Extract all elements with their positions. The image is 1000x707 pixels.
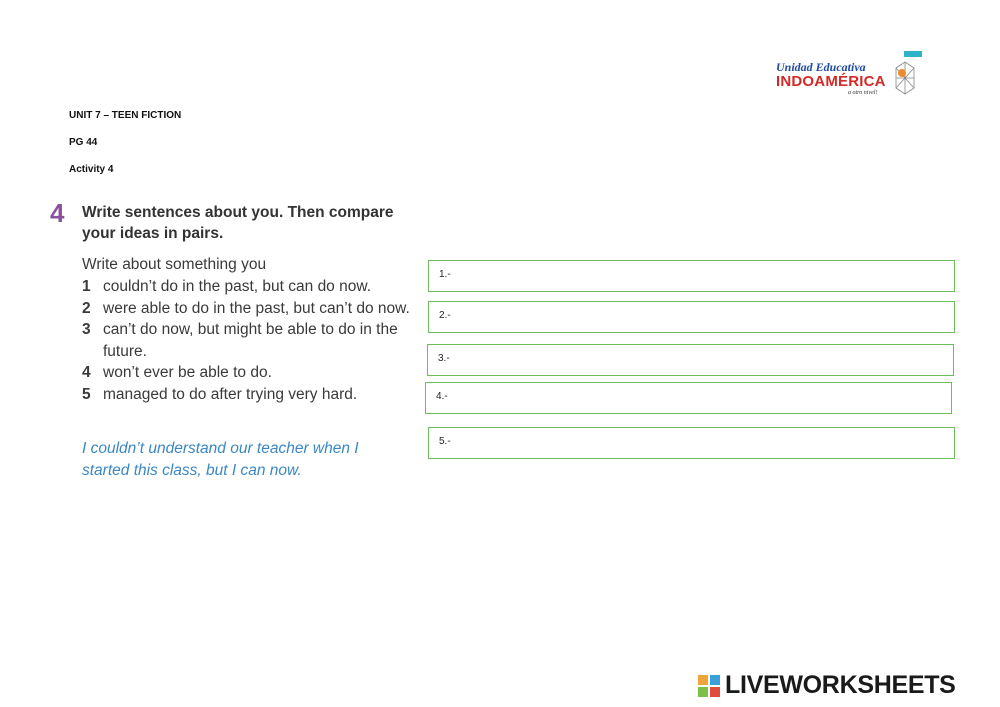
list-item [82, 276, 422, 298]
logo-line1: Unidad Educativa [776, 60, 866, 74]
item-text: won’t ever be able to do. [103, 364, 272, 381]
list-item [82, 384, 422, 406]
answer-field-2[interactable] [428, 301, 955, 333]
answer-label: 4.- [436, 391, 448, 402]
exercise-number: 4 [50, 198, 65, 228]
item-number: 2 [82, 299, 91, 317]
list-item [82, 319, 422, 362]
school-logo [770, 50, 930, 100]
page-number: PG 44 [69, 137, 98, 148]
exercise-items [82, 276, 422, 405]
activity-label: Activity 4 [69, 164, 114, 175]
logo-accent-bar [904, 51, 922, 57]
list-item [82, 362, 422, 384]
answer-field-5[interactable] [428, 427, 955, 459]
unit-title: UNIT 7 – TEEN FICTION [69, 110, 182, 121]
item-text: were able to do in the past, but can’t do now. [103, 299, 410, 317]
item-number: 4 [82, 364, 91, 381]
item-text: can’t do now, but might be able to do in the future. [103, 321, 398, 360]
answer-field-1[interactable] [428, 260, 955, 292]
logo-line2: INDOAMÉRICA [776, 73, 886, 90]
example-answer: I couldn’t understand our teacher when I started this class, but I can now. [82, 440, 359, 479]
liveworksheets-brand: LIVEWORKSHEETS [725, 671, 956, 699]
item-number: 5 [82, 385, 91, 403]
exercise-instruction: Write sentences about you. Then compare your ideas in pairs. [82, 204, 394, 242]
answer-field-4[interactable] [425, 382, 952, 414]
answer-label: 3.- [438, 353, 450, 364]
answer-label: 5.- [439, 436, 451, 447]
logo-emblem-icon [894, 60, 916, 96]
exercise-intro: Write about something you [82, 256, 267, 273]
list-item [82, 298, 422, 320]
item-text: couldn’t do in the past, but can do now. [103, 278, 371, 295]
item-text: managed to do after trying very hard. [103, 385, 358, 403]
answer-label: 2.- [439, 310, 451, 321]
liveworksheets-tiles-icon [698, 675, 720, 697]
answer-field-3[interactable] [427, 344, 954, 376]
item-number: 3 [82, 321, 91, 338]
logo-tagline: a otro nivel! [848, 90, 878, 96]
answer-label: 1.- [439, 269, 451, 280]
item-number: 1 [82, 278, 91, 295]
